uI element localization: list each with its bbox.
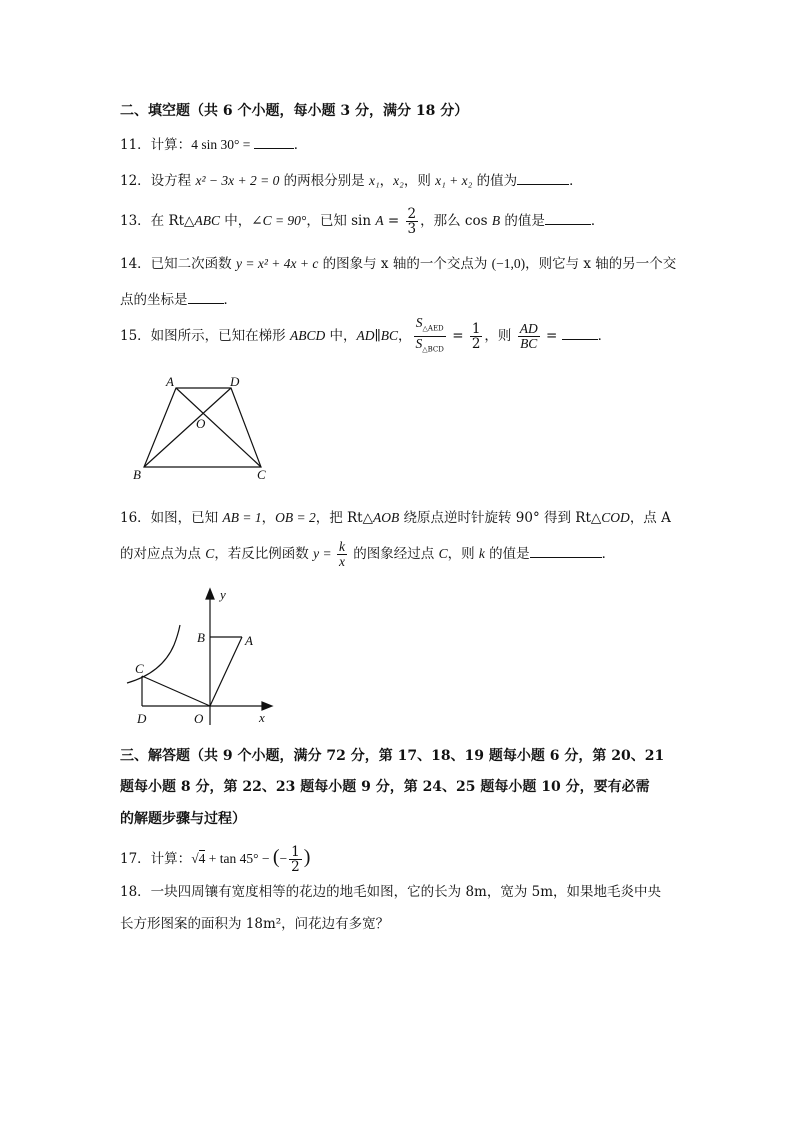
q16-line2-e: 的值是 bbox=[484, 546, 530, 562]
q13-mid2: ，已知 sin bbox=[306, 213, 376, 229]
q13-triangle: ABC bbox=[194, 213, 220, 228]
fig15-label-a: A bbox=[166, 374, 174, 389]
question-18-line-1: 18．一块四周镶有宽度相等的花边的地毛如图，它的长为 8m，宽为 5m，如果地毛炎中央 bbox=[120, 884, 662, 900]
q14-line2: 点的坐标是 bbox=[120, 292, 188, 308]
fig16-label-x: x bbox=[259, 710, 265, 725]
q13-mid: 中，∠ bbox=[219, 213, 263, 229]
trapezoid-figure bbox=[128, 372, 278, 484]
segment-co bbox=[142, 676, 210, 706]
q16-line1-b: ，把 Rt△ bbox=[315, 510, 373, 526]
q15-end: ． bbox=[597, 328, 612, 344]
fig16-label-b: B bbox=[197, 630, 205, 645]
q16-k: k bbox=[338, 539, 345, 554]
q12-sep: ， bbox=[379, 173, 394, 189]
q14-line1-a: 14．已知二次函数 bbox=[120, 256, 236, 272]
segment-ao bbox=[210, 637, 242, 706]
q14-line1-b: 的图象与 x 轴的一个交点为 bbox=[318, 256, 492, 272]
rotation-figure bbox=[122, 585, 282, 730]
q16-line2-d: ，则 bbox=[447, 546, 479, 562]
q11-end: ． bbox=[293, 137, 308, 153]
q15-half bbox=[470, 322, 483, 351]
q13-answer-blank bbox=[545, 210, 591, 225]
q16-fraction bbox=[337, 540, 347, 569]
question-17 bbox=[120, 842, 310, 874]
q15-mid: 中， bbox=[325, 328, 357, 344]
q13-var-a: A bbox=[375, 213, 384, 228]
q15-s-den: S bbox=[415, 336, 423, 351]
q16-line1-d: ，点 A bbox=[629, 510, 671, 526]
q17-mid: + tan 45° − bbox=[205, 851, 273, 866]
q15-ratio-den: BC bbox=[520, 336, 538, 351]
q17-sqrt-arg: 4 bbox=[198, 851, 206, 866]
q16-sep: ， bbox=[261, 510, 276, 526]
q12-sum: x₁ + x₂ bbox=[435, 173, 473, 188]
q12-answer-blank bbox=[517, 170, 569, 185]
q15-prefix: 15．如图所示，已知在梯形 bbox=[120, 328, 290, 344]
q15-s-num: S bbox=[415, 315, 423, 331]
q13-prefix: 13．在 Rt△ bbox=[120, 213, 195, 229]
q17-right-paren: ) bbox=[303, 846, 311, 868]
q14-point: (−1,0) bbox=[491, 256, 526, 271]
q11-answer-blank bbox=[254, 134, 294, 149]
section-3-heading-line-2: 题每小题 8 分，第 22、23 题每小题 9 分，第 24、25 题每小题 10 分，要有必需 bbox=[120, 779, 650, 795]
q11-prefix: 11．计算： bbox=[120, 137, 192, 153]
q14-function: y = x² + 4x + c bbox=[235, 256, 319, 271]
fig16-label-d: D bbox=[137, 711, 147, 726]
q13-angle: C = 90° bbox=[262, 213, 307, 228]
q12-mid: 的两根分别是 bbox=[279, 173, 369, 189]
q15-trapezoid: ABCD bbox=[289, 328, 326, 343]
fig15-label-o: O bbox=[196, 416, 206, 431]
q12-prefix: 12．设方程 bbox=[120, 173, 196, 189]
q16-aob: AOB bbox=[372, 510, 400, 525]
q12-root-2: x₂ bbox=[393, 173, 404, 188]
q13-denominator: 3 bbox=[407, 221, 417, 237]
x-axis-arrow bbox=[262, 702, 272, 710]
q17-left-paren: ( bbox=[272, 846, 280, 868]
q16-line2-b: ，若反比例函数 bbox=[214, 546, 314, 562]
q16-c2: C bbox=[438, 546, 448, 561]
q17-neg: − bbox=[279, 851, 288, 866]
q15-mid3: ，则 bbox=[484, 328, 516, 344]
q13-end-text: 的值是 bbox=[500, 213, 545, 229]
q16-k2: k bbox=[478, 546, 485, 561]
question-13 bbox=[120, 207, 604, 236]
q12-end-text: 的值为 bbox=[472, 173, 518, 189]
q15-half-den: 2 bbox=[471, 336, 481, 352]
q14-answer-blank bbox=[188, 289, 224, 304]
question-18-line-2: 长方形图案的面积为 18m²，问花边有多宽？ bbox=[120, 916, 390, 932]
q16-line2-a: 的对应点为点 bbox=[120, 546, 206, 562]
q15-area-ratio bbox=[414, 316, 446, 356]
question-15 bbox=[120, 316, 611, 357]
question-14-line-2 bbox=[120, 289, 237, 310]
fig15-label-b: B bbox=[133, 467, 141, 482]
q12-end: ． bbox=[569, 173, 583, 189]
question-12 bbox=[120, 170, 583, 191]
q14-end: ． bbox=[223, 292, 237, 308]
q15-parallel: AD∥BC bbox=[356, 328, 399, 343]
q12-mid2: ，则 bbox=[403, 173, 436, 189]
q15-ratio-num: AD bbox=[519, 321, 538, 336]
q13-mid3: ，那么 cos bbox=[420, 213, 492, 229]
q16-x: x bbox=[338, 554, 345, 569]
q17-fraction bbox=[289, 845, 302, 874]
question-16-line-1 bbox=[120, 508, 671, 528]
q16-ab: AB = 1 bbox=[222, 510, 262, 525]
q12-root-1: x₁ bbox=[368, 173, 380, 188]
q16-line1-a: 16．如图，已知 bbox=[120, 510, 223, 526]
q13-eq: = bbox=[383, 213, 404, 229]
y-axis-arrow bbox=[206, 589, 214, 599]
q11-expression: 4 sin 30° = bbox=[191, 137, 254, 152]
q15-eq2: = bbox=[541, 328, 562, 344]
section-3-heading-line-1: 三、解答题（共 9 个小题，满分 72 分，第 17、18、19 题每小题 6 分，第 20、21 bbox=[120, 748, 665, 764]
q16-c: C bbox=[205, 546, 215, 561]
question-11 bbox=[120, 134, 307, 155]
q14-line1-c: ，则它与 x 轴的另一个交 bbox=[525, 256, 677, 272]
fig16-label-y: y bbox=[220, 587, 226, 602]
q16-answer-blank bbox=[530, 543, 602, 558]
q15-s-num-sub: △AED bbox=[422, 325, 444, 333]
q17-sqrt-symbol: √ bbox=[191, 851, 199, 866]
q13-end: ． bbox=[590, 213, 605, 229]
q13-var-b: B bbox=[491, 213, 501, 228]
q16-line2-c: 的图象经过点 bbox=[348, 546, 439, 562]
q16-end: ． bbox=[601, 546, 616, 562]
q16-y: y = bbox=[313, 546, 335, 561]
fig16-label-o: O bbox=[194, 711, 204, 726]
q17-prefix: 17．计算： bbox=[120, 851, 192, 867]
q15-half-num: 1 bbox=[471, 321, 481, 337]
q15-answer-blank bbox=[562, 325, 598, 340]
q15-ratio bbox=[518, 322, 540, 351]
question-16-line-2 bbox=[120, 538, 615, 570]
q13-fraction bbox=[406, 207, 419, 236]
q12-equation: x² − 3x + 2 = 0 bbox=[195, 173, 280, 188]
fig16-label-c: C bbox=[135, 661, 144, 676]
q15-s-den-sub: △BCD bbox=[422, 345, 444, 354]
q13-numerator: 2 bbox=[407, 206, 417, 222]
q16-ob: OB = 2 bbox=[275, 510, 316, 525]
q17-den: 2 bbox=[291, 859, 300, 875]
section-3-heading-line-3: 的解题步骤与过程） bbox=[120, 811, 246, 827]
fig15-label-c: C bbox=[257, 467, 266, 482]
q17-num: 1 bbox=[291, 844, 300, 860]
q16-line1-c: 绕原点逆时针旋转 90° 得到 Rt△ bbox=[399, 510, 602, 526]
fig15-label-d: D bbox=[230, 374, 240, 389]
q16-cod: COD bbox=[601, 510, 630, 525]
question-14-line-1 bbox=[120, 254, 676, 274]
q15-eq: = bbox=[447, 328, 468, 344]
fig16-label-a: A bbox=[245, 633, 253, 648]
section-2-heading: 二、填空题（共 6 个小题，每小题 3 分，满分 18 分） bbox=[120, 103, 469, 119]
q15-mid2: ， bbox=[398, 328, 412, 344]
